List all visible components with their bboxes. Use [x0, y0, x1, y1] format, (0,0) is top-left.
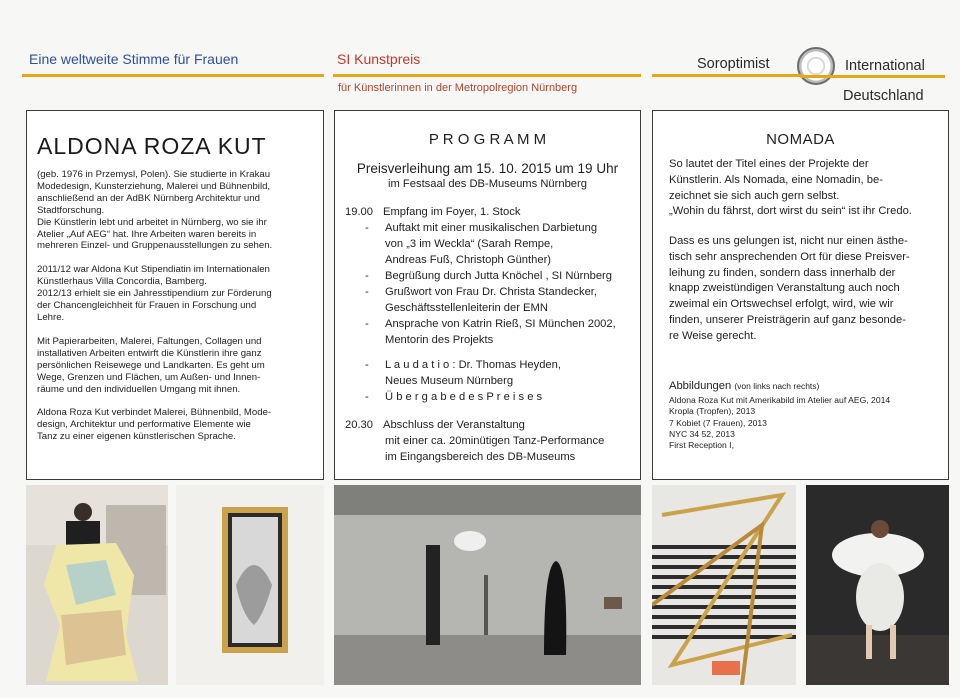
programm-panel: [334, 110, 641, 480]
schedule-text: Ansprache von Katrin Rieß, SI München 2002,: [385, 318, 616, 330]
photo-atelier: [26, 485, 168, 685]
performance-illustration: [806, 485, 949, 685]
schedule-text: Grußwort von Frau Dr. Christa Standecker,: [385, 286, 598, 298]
bio-line: Lehre.: [37, 311, 65, 323]
bio-line: Mit Papierarbeiten, Malerei, Faltungen, Collagen und: [37, 335, 262, 347]
caption-item: NYC 34 52, 2013: [669, 428, 735, 439]
dash: -: [365, 359, 369, 371]
schedule-text: im Eingangsbereich des DB-Museums: [385, 451, 576, 463]
schedule-text: Empfang im Foyer, 1. Stock: [383, 206, 521, 218]
text-line: Dass es uns gelungen ist, nicht nur einen ästhe-: [669, 235, 908, 247]
dash: -: [365, 318, 369, 330]
header-rule-center: [333, 74, 641, 77]
bio-line: mehreren Einzel- und Gruppenausstellungen zu sehen.: [37, 240, 273, 252]
programm-venue: im Festsaal des DB-Museums Nürnberg: [388, 178, 587, 190]
photo-7-kobiet: [652, 485, 796, 685]
spacer: [37, 324, 322, 336]
bio-line: Aldona Roza Kut verbindet Malerei, Bühnenbild, Mode-: [37, 407, 272, 419]
schedule-text: Auftakt mit einer musikalischen Darbietung: [385, 222, 598, 234]
logo-word-left: Soroptimist: [697, 56, 770, 72]
programm-title: P R O G R A M M: [428, 131, 547, 148]
schedule-text: Mentorin des Projekts: [385, 334, 494, 346]
schedule-text: Abschluss der Veranstaltung: [383, 419, 525, 431]
nomada-panel: [652, 110, 949, 480]
artist-panel: [26, 110, 324, 480]
caption-item: Aldona Roza Kut mit Amerikabild im Atelier auf AEG, 2014: [669, 395, 891, 405]
museum-illustration: [334, 485, 641, 685]
photo-kropla: [176, 485, 324, 685]
bio-line: 2011/12 war Aldona Kut Stipendiatin im Internationalen: [37, 264, 270, 276]
slogan: Eine weltweite Stimme für Frauen: [29, 51, 239, 67]
nomada-para2: [669, 234, 947, 345]
spacer: [37, 252, 322, 264]
nomada-title: NOMADA: [766, 131, 835, 148]
text-line: zweimal ein Ortswechsel erfolgt, wird, wie wir: [669, 298, 894, 311]
dash: -: [365, 270, 369, 282]
logo-word-right: International: [845, 58, 925, 74]
dash: -: [365, 391, 369, 403]
bio-line: installativen Arbeiten entwirft die Künstlerin ihre ganz: [37, 347, 262, 359]
bio-line: Tanz zu einer eigenen künstlerischen Sprache.: [37, 431, 236, 443]
artist-name: ALDONA ROZA KUT: [37, 133, 267, 159]
abbildungen-title: Abbildungen: [669, 380, 732, 392]
bio-line: Wege, Grenzen und Flächen, um Außen- und Innen-: [37, 371, 261, 383]
caption-item: First Reception I,: [669, 440, 734, 451]
bio-line: Künstlerhaus Villa Concordia, Bamberg.: [37, 276, 207, 288]
laudatio-text: L a u d a t i o : Dr. Thomas Heyden,: [385, 359, 561, 371]
uebergabe-text: Ü b e r g a b e d e s P r e i s e s: [385, 391, 543, 403]
abbildungen-list: [669, 395, 890, 451]
spacer: [37, 395, 322, 407]
bio-line: Die Künstlerin lebt und arbeitet in Nürnberg, wo sie ihr: [37, 216, 267, 228]
abbildungen-note: (von links nach rechts): [734, 381, 820, 391]
programm-subtitle: Preisverleihung am 15. 10. 2015 um 19 Uhr: [356, 161, 619, 176]
photo-performance: [806, 485, 949, 685]
time-label: 19.00: [345, 206, 373, 218]
bio-line: Atelier „Auf AEG“ hat. Ihre Arbeiten waren bereits in: [37, 228, 257, 240]
text-line: zeichnet sie sich auch gern selbst.: [669, 189, 840, 202]
nomada-para1: [669, 157, 947, 220]
atelier-illustration: [26, 485, 168, 685]
prize-subtitle: für Künstlerinnen in der Metropolregion Nürnberg: [338, 82, 578, 94]
text-line: „Wohin du fährst, dort wirst du sein“ ist ihr Credo.: [669, 205, 912, 218]
header-rule-left: [22, 74, 324, 77]
bio-line: persönlichen Reisewege und Landkarten. Es geht um: [37, 359, 265, 371]
bio-line: design, Architektur und performative Elemente wie: [37, 419, 251, 431]
header-rule-right: [652, 74, 802, 77]
text-line: Künstlerin. Als Nomada, eine Nomadin, be-: [669, 173, 883, 186]
bio-line: 2012/13 erhielt sie ein Jahresstipendium zur Förderung: [37, 288, 272, 300]
caption-item: Kropla (Tropfen), 2013: [669, 406, 756, 417]
dash: -: [365, 222, 369, 234]
text-line: tisch sehr ansprechenden Ort für diese Preisver-: [669, 250, 910, 263]
bio-line: der Chancengleichheit für Frauen in Forschung und: [37, 300, 257, 312]
schedule-text: von „3 im Weckla“ (Sarah Rempe,: [385, 238, 554, 250]
text-line: knapp zweistündigen Veranstaltung auch noch: [669, 282, 900, 295]
time-label: 20.30: [345, 419, 373, 431]
artist-bio: [37, 169, 322, 443]
bio-line: (geb. 1976 in Przemysl, Polen). Sie studierte in Krakau: [37, 169, 271, 180]
logo-country: Deutschland: [843, 88, 924, 104]
photo-museum: [334, 485, 641, 685]
prize-title: SI Kunstpreis: [337, 51, 421, 67]
text-line: leihung zu finden, sondern dass innerhalb der: [669, 266, 896, 279]
text-line: re Weise gerecht.: [669, 329, 757, 342]
schedule-text: mit einer ca. 20minütigen Tanz-Performance: [385, 435, 605, 447]
bio-line: anschließend an der AdBK Nürnberg Architektur und: [37, 192, 260, 204]
kobiet-illustration: [652, 485, 796, 685]
abbildungen-heading: [669, 380, 819, 392]
schedule-text: Geschäftsstellenleiterin der EMN: [385, 302, 548, 314]
schedule-text: Andreas Fuß, Christoph Günther): [385, 254, 552, 266]
caption-item: 7 Kobiet (7 Frauen), 2013: [669, 417, 767, 428]
text-line: So lautet der Titel eines der Projekte der: [669, 158, 869, 170]
bio-line: räume und den individuellen Umgang mit ihnen.: [37, 383, 241, 395]
bio-line: Stadtforschung.: [37, 204, 105, 216]
dash: -: [365, 286, 369, 298]
schedule-text: Begrüßung durch Jutta Knöchel , SI Nürnberg: [385, 270, 612, 282]
text-line: finden, unserer Preisträgerin auf ganz besonde-: [669, 313, 906, 326]
laudatio-museum: Neues Museum Nürnberg: [385, 375, 514, 387]
bio-line: Modedesign, Kunsterziehung, Malerei und Bühnenbild,: [37, 180, 271, 192]
kropla-illustration: [176, 485, 324, 685]
